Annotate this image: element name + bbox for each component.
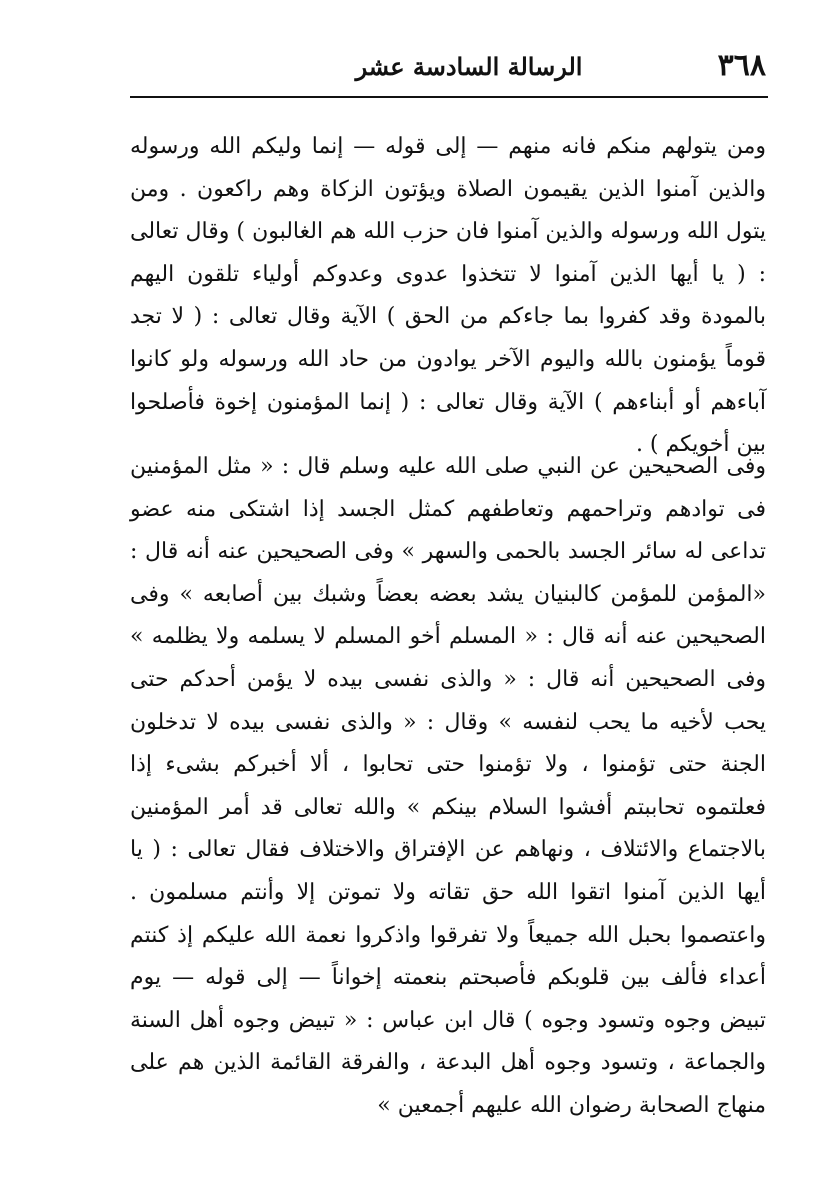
page-header xyxy=(130,44,768,94)
running-title: الرسالة السادسة عشر xyxy=(355,52,583,81)
paragraph-quran-verses: ومن يتولهم منكم فانه منهم — إلى قوله — إنما وليكم الله ورسوله والذين آمنوا الذين يقيمون الصلاة ويؤتون الزكاة وهم راكعون . ومن يتول الله ورسوله والذين آمنوا فان حزب الله هم الغالبون ) وقال تعالى : ( يا أيها الذين آمنوا لا تتخذوا عدوى وعدوكم أولياء تلقون اليهم بالمودة وقد كفروا بما جاءكم من الحق ) الآية وقال تعالى : ( لا تجد قوماً يؤمنون بالله واليوم الآخر يوادون من حاد الله ورسوله ولو كانوا آباءهم أو أبناءهم ) الآية وقال تعالى : ( إنما المؤمنون إخوة فأصلحوا بين أخويكم ) . xyxy=(130,134,766,458)
page-number: ٣٦٨ xyxy=(717,48,766,83)
paragraph-hadith: وفى الصحيحين عن النبي صلى الله عليه وسلم قال : « مثل المؤمنين فى توادهم وتراحمهم وتعاطفهم كمثل الجسد إذا اشتكى منه عضو تداعى له سائر الجسد بالحمى والسهر » وفى الصحيحين عنه أنه قال : «المؤمن للمؤمن كالبنيان يشد بعضه بعضاً وشبك بين أصابعه » وفى الصحيحين عنه أنه قال : « المسلم أخو المسلم لا يسلمه ولا يظلمه » وفى الصحيحين أنه قال : « والذى نفسى بيده لا يؤمن أحدكم حتى يحب لأخيه ما يحب لنفسه » وقال : « والذى نفسى بيده لا تدخلون الجنة حتى تؤمنوا ، ولا تؤمنوا حتى تحابوا ، ألا أخبركم بشىء إذا فعلتموه تحاببتم أفشوا السلام بينكم » والله تعالى قد أمر المؤمنين بالاجتماع والائتلاف ، ونهاهم عن الإفتراق والاختلاف فقال تعالى : ( يا أيها الذين آمنوا اتقوا الله حق تقاته ولا تموتن إلا وأنتم مسلمون . واعتصموا بحبل الله جميعاً ولا تفرقوا واذكروا نعمة الله عليكم إذ كنتم أعداء فألف بين قلوبكم فأصبحتم بنعمته إخواناً — إلى قوله — يوم تبيض وجوه وتسود وجوه ) قال ابن عباس : « تبيض وجوه أهل السنة والجماعة ، وتسود وجوه أهل البدعة ، والفرقة القائمة الذين هم على منهاج الصحابة رضوان الله عليهم أجمعين » xyxy=(130,454,766,1118)
header-rule xyxy=(130,96,768,98)
